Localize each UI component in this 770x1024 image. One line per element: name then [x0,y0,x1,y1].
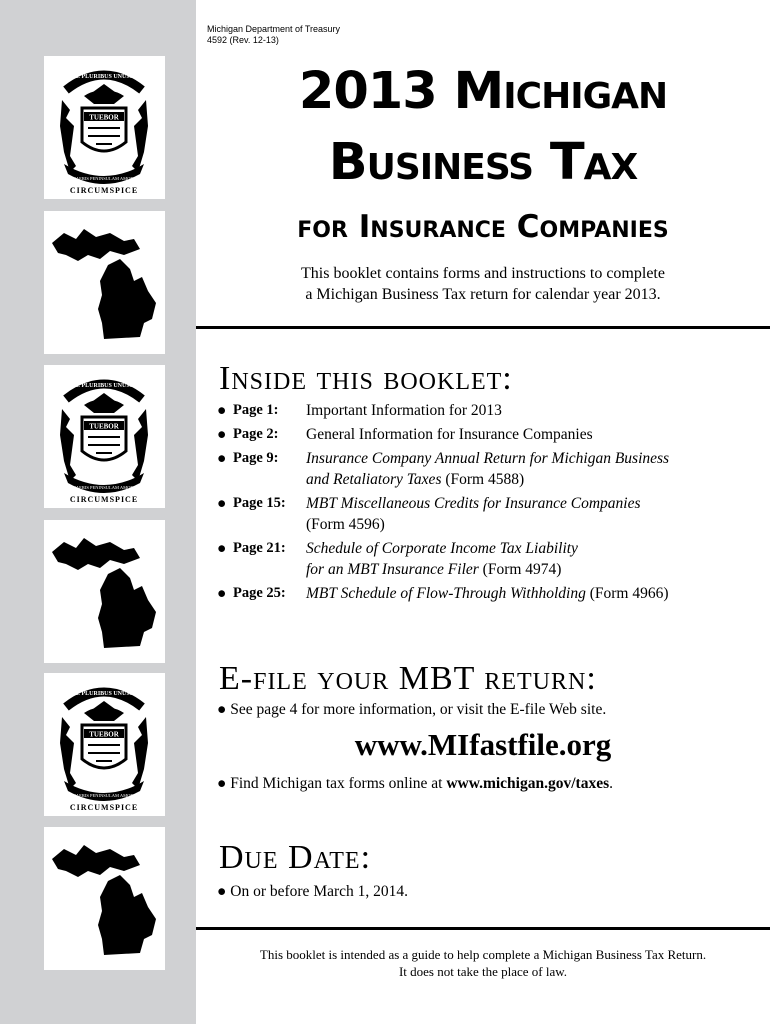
michigan-taxes-link[interactable]: www.michigan.gov/taxes [446,775,610,792]
efile-bullet-text: See page 4 for more information, or visit the E-file Web site. [230,701,607,718]
seal-banner: E PLURIBUS UNUM [75,74,133,80]
form-title-cont: for an MBT Insurance Filer [306,561,479,578]
forms-bullet-text: Find Michigan tax forms online at [230,775,447,792]
contents-list [217,400,757,607]
form-number: (Form 4596) [306,516,385,533]
item-text [306,538,757,580]
list-item [217,424,757,445]
form-title: Schedule of Corporate Income Tax Liability [306,540,578,557]
footer-line-1: This booklet is intended as a guide to help complete a Michigan Business Tax Return. [259,947,707,962]
page-ref: Page 1: [233,402,279,418]
bullet-icon: ● [217,402,227,419]
form-number: (Form 4588) [445,471,525,488]
page-ref: Page 15: [233,495,286,511]
michigan-map-icon [44,520,165,663]
bullet-icon: ● [217,585,227,602]
seal-ribbon-text: SI QUAERIS PENINSULAM AMOENAM [64,176,144,181]
footer-note [196,946,770,980]
form-number: (Form 4966) [589,585,669,602]
seal-banner: E PLURIBUS UNUM [75,383,133,389]
page-ref: Page 21: [233,540,286,556]
michigan-map-icon [44,211,165,354]
michigan-seal-icon [44,56,165,199]
title-line-2: Business Tax [328,133,638,192]
title-line-3: for Insurance Companies [297,209,669,245]
seal-banner: E PLURIBUS UNUM [75,691,133,697]
item-text: General Information for Insurance Companies [306,426,593,443]
form-title: MBT Schedule of Flow-Through Withholding [306,585,586,602]
bullet-icon: ● [217,540,227,557]
list-item [217,538,757,580]
intro-line-2: a Michigan Business Tax return for calendar year 2013. [305,286,661,303]
bullet-icon: ● [217,450,227,467]
seal-ribbon-text: SI QUAERIS PENINSULAM AMOENAM [64,485,144,490]
page-ref: Page 9: [233,450,279,466]
intro-line-1: This booklet contains forms and instructions to complete [301,265,665,282]
intro-text [196,263,770,305]
seal-ribbon-text: SI QUAERIS PENINSULAM AMOENAM [64,793,144,798]
item-text [306,583,757,604]
form-number: (Form 4974) [482,561,562,578]
due-date-text: On or before March 1, 2014. [230,883,409,900]
item-text [306,448,757,490]
sidebar [0,0,196,1024]
seal-shield-text: TUEBOR [89,730,119,739]
michigan-map-image [44,520,165,663]
seal-shield-text: TUEBOR [89,422,119,431]
item-text: Important Information for 2013 [306,402,502,419]
form-title: MBT Miscellaneous Credits for Insurance Companies [306,495,641,512]
divider [196,326,770,329]
seal-bottom-text: CIRCUMSPICE [69,495,139,504]
forms-bullet [217,774,613,794]
list-item [217,448,757,490]
page-ref: Page 2: [233,426,279,442]
efile-heading: E-file your MBT return: [219,660,597,697]
footer-line-2: It does not take the place of law. [398,964,568,979]
bullet-icon: ● [217,883,227,900]
seal-bottom-text: CIRCUMSPICE [69,803,139,812]
seal-shield-text: TUEBOR [89,113,119,122]
michigan-seal-icon [44,673,165,816]
bullet-icon: ● [217,775,227,792]
seal-bottom-text: CIRCUMSPICE [69,186,139,195]
list-item [217,583,757,604]
inside-heading: Inside this booklet: [219,360,513,397]
page-ref: Page 25: [233,585,286,601]
michigan-seal-image [44,365,165,508]
efile-bullet [217,700,606,720]
divider [196,927,770,930]
bullet-icon: ● [217,495,227,512]
due-date-heading: Due Date: [219,839,372,876]
item-text [306,493,757,535]
form-title-cont: and Retaliatory Taxes [306,471,442,488]
bullet-icon: ● [217,426,227,443]
forms-bullet-end: . [609,775,613,792]
michigan-seal-icon [44,365,165,508]
list-item [217,400,757,421]
efile-url-link[interactable]: www.MIfastfile.org [354,727,612,762]
michigan-seal-image [44,56,165,199]
form-title: Insurance Company Annual Return for Michigan Business [306,450,670,467]
due-date-bullet [217,882,408,902]
department-name: Michigan Department of Treasury [207,24,341,34]
michigan-map-image [44,827,165,970]
title-line-1: 2013 Michigan [298,62,668,121]
list-item [217,493,757,535]
michigan-map-image [44,211,165,354]
michigan-map-icon [44,827,165,970]
bullet-icon: ● [217,701,227,718]
michigan-seal-image [44,673,165,816]
form-revision: 4592 (Rev. 12-13) [207,35,279,45]
